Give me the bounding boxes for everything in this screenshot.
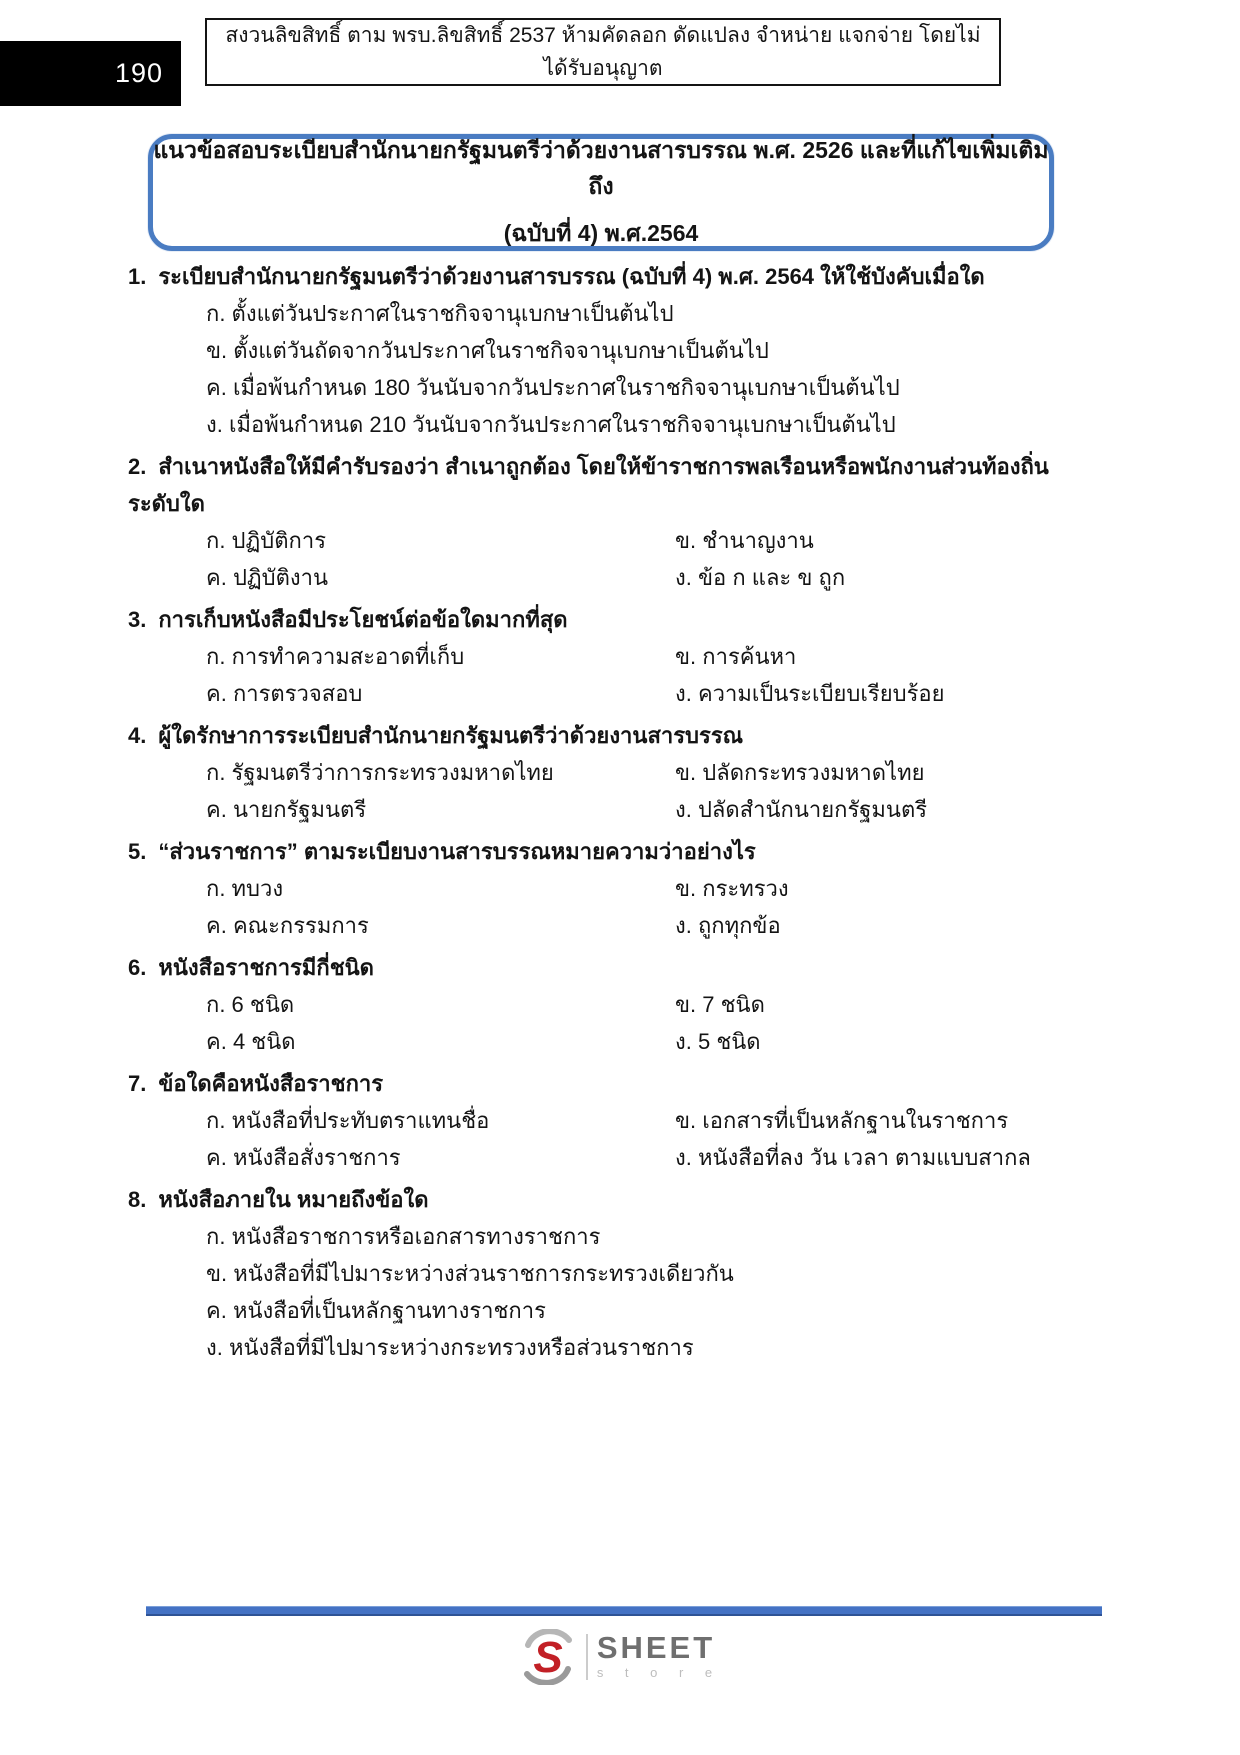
option-q5-b: ข. กระทรวง: [675, 876, 789, 901]
question-3-text: [128, 601, 1116, 638]
question-2-options: [128, 522, 1116, 596]
option-q8-d: ง. หนังสือที่มีไปมาระหว่างกระทรวงหรือส่วนราชการ: [206, 1335, 694, 1360]
option-q7-c: ค. หนังสือสั่งราชการ: [206, 1145, 401, 1170]
question-1: [128, 258, 1116, 443]
svg-text:S: S: [533, 1633, 563, 1682]
option-q7-d: ง. หนังสือที่ลง วัน เวลา ตามแบบสากล: [675, 1145, 1031, 1170]
option-q1-d: ง. เมื่อพ้นกำหนด 210 วันนับจากวันประกาศในราชกิจจานุเบกษาเป็นต้นไป: [206, 412, 896, 437]
option-q3-a: ก. การทำความสะอาดที่เก็บ: [206, 644, 465, 669]
brand-subtitle: s t o r e: [596, 1665, 722, 1680]
exam-title-line1: แนวข้อสอบระเบียบสำนักนายกรัฐมนตรีว่าด้วยงานสารบรรณ พ.ศ. 2526 และที่แก้ไขเพิ่มเติมถึง: [153, 137, 1049, 199]
option-q3-d: ง. ความเป็นระเบียบเรียบร้อย: [675, 681, 945, 706]
question-5-number: 5.: [128, 839, 147, 864]
option-q5-d: ง. ถูกทุกข้อ: [675, 913, 781, 938]
option-q5-c: ค. คณะกรรมการ: [206, 913, 369, 938]
option-q2-d: ง. ข้อ ก และ ข ถูก: [675, 565, 846, 590]
question-5: [128, 833, 1116, 944]
option-q6-c: ค. 4 ชนิด: [206, 1029, 296, 1054]
option-q6-a: ก. 6 ชนิด: [206, 992, 295, 1017]
option-q1-b: ข. ตั้งแต่วันถัดจากวันประกาศในราชกิจจานุเบกษาเป็นต้นไป: [206, 338, 769, 363]
page-number-block: [0, 41, 181, 106]
exam-title-box: [148, 134, 1054, 251]
question-2-title-cont: ระดับใด: [128, 491, 205, 516]
option-q4-a: ก. รัฐมนตรีว่าการกระทรวงมหาดไทย: [206, 760, 554, 785]
option-q4-b: ข. ปลัดกระทรวงมหาดไทย: [675, 760, 925, 785]
question-7-number: 7.: [128, 1071, 147, 1096]
question-8-text: [128, 1181, 1116, 1218]
question-5-title: “ส่วนราชการ” ตามระเบียบงานสารบรรณหมายความว่าอย่างไร: [158, 839, 756, 864]
option-q8-b: ข. หนังสือที่มีไปมาระหว่างส่วนราชการกระทรวงเดียวกัน: [206, 1261, 734, 1286]
copyright-text: สงวนลิขสิทธิ์ ตาม พรบ.ลิขสิทธิ์ 2537 ห้ามคัดลอก ดัดแปลง จำหน่าย แจกจ่าย โดยไม่ได้รับอนุญาต: [225, 24, 981, 80]
question-6-options: [128, 986, 1116, 1060]
question-2-text: [128, 448, 1116, 485]
question-3: [128, 601, 1116, 712]
question-3-number: 3.: [128, 607, 147, 632]
option-q4-c: ค. นายกรัฐมนตรี: [206, 797, 367, 822]
brand-text: [596, 1630, 722, 1681]
copyright-box: [205, 18, 1001, 86]
option-q6-b: ข. 7 ชนิด: [675, 992, 765, 1017]
question-4-number: 4.: [128, 723, 147, 748]
question-7-text: [128, 1065, 1116, 1102]
option-q1-c: ค. เมื่อพ้นกำหนด 180 วันนับจากวันประกาศในราชกิจจานุเบกษาเป็นต้นไป: [206, 375, 900, 400]
question-5-text: [128, 833, 1116, 870]
option-q8-a: ก. หนังสือราชการหรือเอกสารทางราชการ: [206, 1224, 601, 1249]
question-8-number: 8.: [128, 1187, 147, 1212]
option-q2-b: ข. ชำนาญงาน: [675, 528, 814, 553]
option-q6-d: ง. 5 ชนิด: [675, 1029, 761, 1054]
question-4-options: [128, 754, 1116, 828]
question-8: [128, 1181, 1116, 1366]
option-q2-a: ก. ปฏิบัติการ: [206, 528, 327, 553]
brand-name: SHEET: [596, 1630, 716, 1665]
question-7-title: ข้อใดคือหนังสือราชการ: [158, 1071, 384, 1096]
footer-accent-bar: [146, 1606, 1102, 1616]
question-2-number: 2.: [128, 454, 147, 479]
logo-divider: [586, 1634, 588, 1680]
question-2: [128, 448, 1116, 596]
question-2-title: สำเนาหนังสือให้มีคำรับรองว่า สำเนาถูกต้อง โดยให้ข้าราชการพลเรือนหรือพนักงานส่วนท้องถิ่น: [158, 454, 1049, 479]
question-3-options: [128, 638, 1116, 712]
question-8-options: [128, 1218, 1116, 1366]
question-4: [128, 717, 1116, 828]
sheet-store-s-icon: [519, 1629, 577, 1685]
question-4-text: [128, 717, 1116, 754]
question-list: [128, 258, 1116, 1371]
question-5-options: [128, 870, 1116, 944]
page-number: 190: [114, 58, 163, 88]
question-7: [128, 1065, 1116, 1176]
option-q4-d: ง. ปลัดสำนักนายกรัฐมนตรี: [675, 797, 928, 822]
question-1-title: ระเบียบสำนักนายกรัฐมนตรีว่าด้วยงานสารบรรณ (ฉบับที่ 4) พ.ศ. 2564 ให้ใช้บังคับเมื่อใด: [158, 264, 985, 289]
question-8-title: หนังสือภายใน หมายถึงข้อใด: [158, 1187, 429, 1212]
question-1-text: [128, 258, 1116, 295]
question-6-number: 6.: [128, 955, 147, 980]
question-3-title: การเก็บหนังสือมีประโยชน์ต่อข้อใดมากที่สุด: [158, 607, 568, 632]
option-q2-c: ค. ปฏิบัติงาน: [206, 565, 329, 590]
option-q7-b: ข. เอกสารที่เป็นหลักฐานในราชการ: [675, 1108, 1009, 1133]
question-1-number: 1.: [128, 264, 147, 289]
option-q3-c: ค. การตรวจสอบ: [206, 681, 363, 706]
question-6-text: [128, 949, 1116, 986]
brand-logo: [0, 1625, 1240, 1689]
question-1-options: [128, 295, 1116, 443]
question-6-title: หนังสือราชการมีกี่ชนิด: [158, 955, 374, 980]
question-4-title: ผู้ใดรักษาการระเบียบสำนักนายกรัฐมนตรีว่าด้วยงานสารบรรณ: [158, 723, 744, 748]
question-7-options: [128, 1102, 1116, 1176]
exam-title-line2: (ฉบับที่ 4) พ.ศ.2564: [503, 220, 699, 246]
option-q5-a: ก. ทบวง: [206, 876, 284, 901]
option-q1-a: ก. ตั้งแต่วันประกาศในราชกิจจานุเบกษาเป็นต้นไป: [206, 301, 674, 326]
option-q7-a: ก. หนังสือที่ประทับตราแทนชื่อ: [206, 1108, 490, 1133]
option-q8-c: ค. หนังสือที่เป็นหลักฐานทางราชการ: [206, 1298, 546, 1323]
option-q3-b: ข. การค้นหา: [675, 644, 797, 669]
question-6: [128, 949, 1116, 1060]
